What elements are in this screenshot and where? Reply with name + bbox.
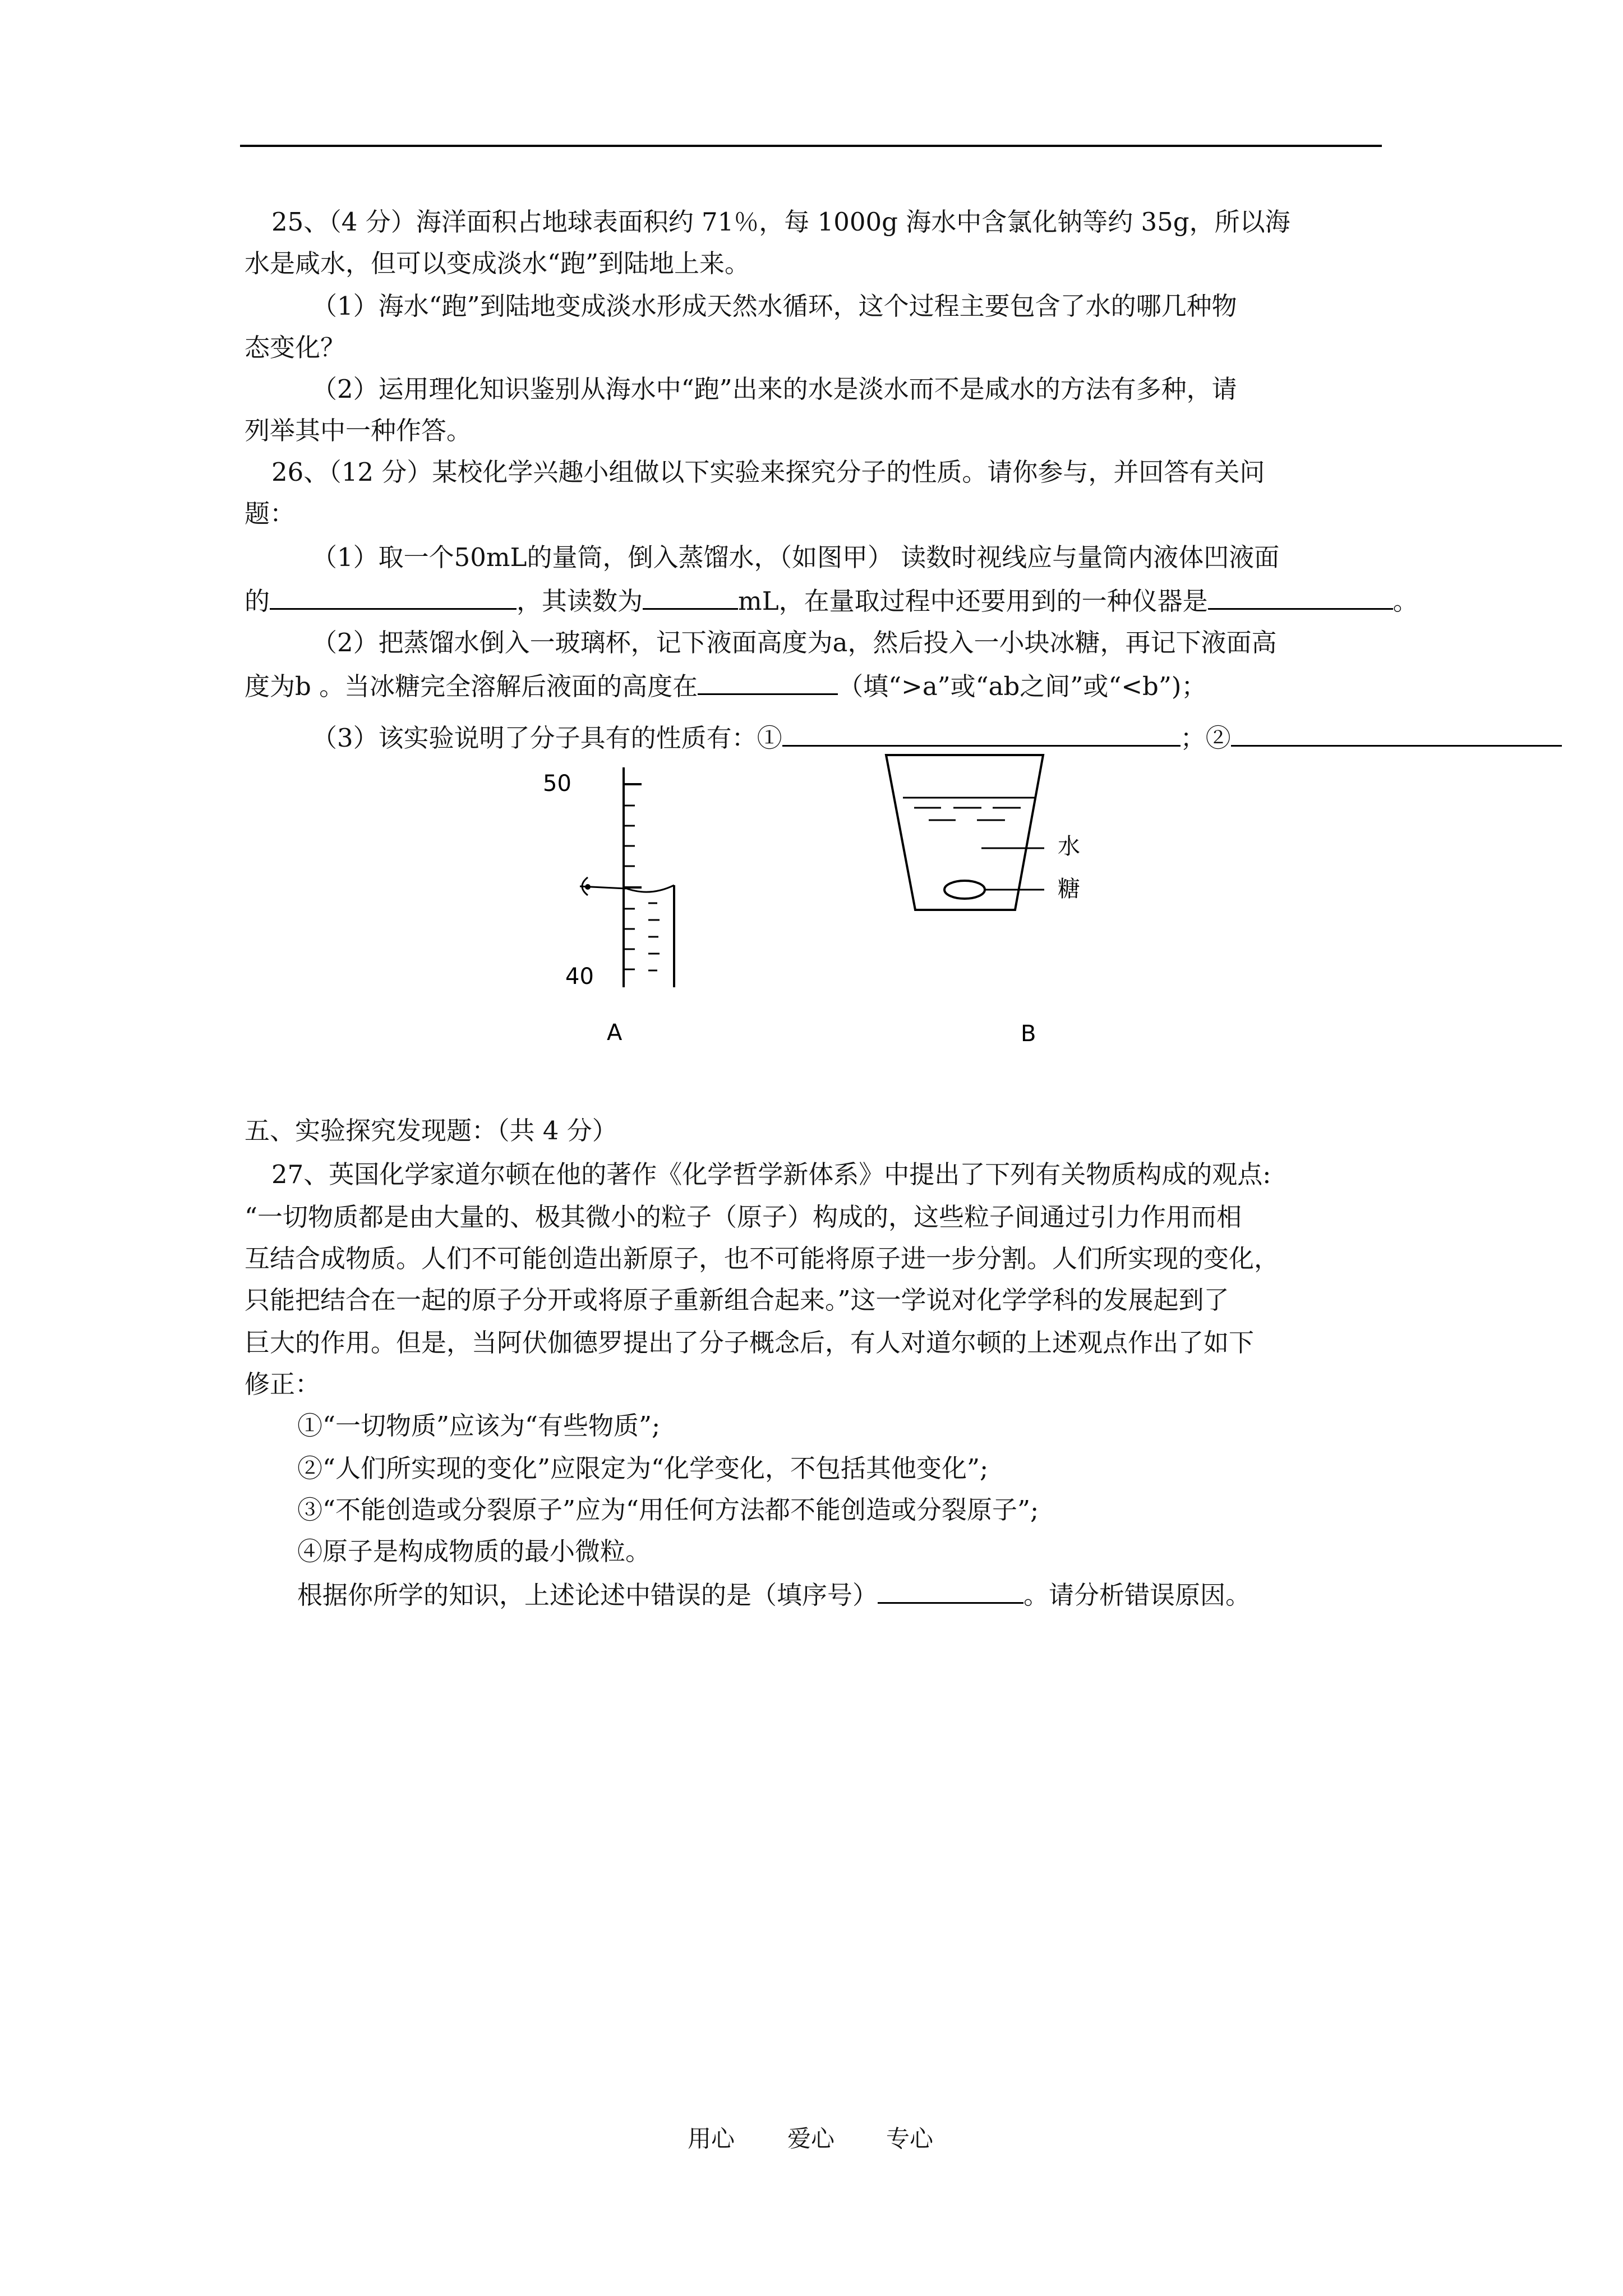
figure-b-cup — [875, 749, 1110, 1052]
q27-item-1: ①“一切物质”应该为“有些物质”; — [297, 1411, 661, 1441]
q27-last-text-1: 根据你所学的知识，上述论述中错误的是（填序号） — [297, 1580, 878, 1610]
cylinder-top-label: 50 — [543, 771, 571, 797]
q26-part2-line-2 — [245, 669, 1206, 703]
blank-reading[interactable] — [643, 583, 738, 610]
q27-last-text-2: 。请分析错误原因。 — [1023, 1580, 1251, 1610]
blank-wrong-items[interactable] — [878, 1577, 1023, 1604]
q27-line-1: 27、英国化学家道尔顿在他的著作《化学哲学新体系》中提出了下列有关物质构成的观点: — [271, 1159, 1271, 1189]
q27-item-2: ②“人们所实现的变化”应限定为“化学变化，不包括其他变化”; — [297, 1453, 989, 1483]
water-label: 水 — [1058, 834, 1080, 859]
q27-line-6: 修正： — [245, 1369, 321, 1399]
q27-line-2: “一切物质都是由大量的、极其微小的粒子（原子）构成的，这些粒子间通过引力作用而相 — [245, 1202, 1242, 1232]
blank-meniscus[interactable] — [270, 583, 517, 610]
sugar-label: 糖 — [1058, 876, 1080, 902]
figure-b-caption: B — [1021, 1021, 1036, 1047]
q27-last-line — [297, 1577, 1251, 1612]
q27-item-3: ③“不能创造或分裂原子”应为“用任何方法都不能创造或分裂原子”; — [297, 1495, 1039, 1525]
q26-part2-text-1: 度为b 。当冰糖完全溶解后液面的高度在 — [245, 671, 698, 701]
header-rule — [240, 145, 1382, 147]
q26-part1-text-4: 。 — [1393, 586, 1418, 616]
q26-part1-text-1: 的 — [245, 586, 270, 616]
q25-part1-line-2: 态变化？ — [245, 333, 346, 362]
q25-part2-line-1: （2）运用理化知识鉴别从海水中“跑”出来的水是淡水而不是咸水的方法有多种，请 — [312, 374, 1237, 404]
q27-line-4: 只能把结合在一起的原子分开或将原子重新组合起来。”这一学说对化学学科的发展起到了 — [245, 1285, 1229, 1315]
footer-text-3: 专心 — [886, 2125, 934, 2152]
q26-part3-text-1: （3）该实验说明了分子具有的性质有：① — [312, 723, 782, 753]
blank-height[interactable] — [698, 669, 838, 695]
q26-part1-text-2: ，其读数为 — [517, 586, 643, 616]
figure-a-cylinder — [527, 757, 695, 1049]
q27-item-4: ④原子是构成物质的最小微粒。 — [297, 1536, 651, 1566]
blank-property-2[interactable] — [1231, 720, 1562, 747]
figure-a-caption: A — [607, 1020, 623, 1046]
q26-part3-text-2: ；② — [1180, 723, 1231, 753]
q25-part1-line-1: （1）海水“跑”到陆地变成淡水形成天然水循环，这个过程主要包含了水的哪几种物 — [312, 291, 1237, 321]
q26-part1-text-3: mL，在量取过程中还要用到的一种仪器是 — [738, 586, 1208, 616]
q26-part1-line-1: （1）取一个50mL的量筒，倒入蒸馏水，（如图甲） 读数时视线应与量筒内液体凹液面 — [312, 542, 1280, 572]
q27-line-3: 互结合成物质。人们不可能创造出新原子，也不可能将原子进一步分割。人们所实现的变化， — [245, 1244, 1280, 1273]
q26-part2-text-2: （填“>a”或“ab之间”或“<b”)； — [838, 671, 1207, 701]
q26-part2-line-1: （2）把蒸馏水倒入一玻璃杯，记下液面高度为a，然后投入一小块冰糖，再记下液面高 — [312, 628, 1277, 657]
blank-property-1[interactable] — [782, 720, 1181, 747]
footer-text-2: 爱心 — [787, 2125, 835, 2152]
q26-line-1: 26、（12 分）某校化学兴趣小组做以下实验来探究分子的性质。请你参与，并回答有关问 — [271, 457, 1265, 487]
q25-part2-line-2: 列举其中一种作答。 — [245, 416, 472, 445]
footer-text-1: 用心 — [688, 2125, 735, 2152]
q25-line-2: 水是咸水，但可以变成淡水“跑”到陆地上来。 — [245, 249, 750, 278]
q26-part1-line-2 — [245, 583, 1418, 618]
q27-line-5: 巨大的作用。但是，当阿伏伽德罗提出了分子概念后，有人对道尔顿的上述观点作出了如下 — [245, 1328, 1255, 1358]
q25-line-1: 25、（4 分）海洋面积占地球表面积约 71％，每 1000g 海水中含氯化钠等约 35g，所以海 — [271, 207, 1290, 237]
q26-line-2: 题： — [245, 499, 296, 528]
blank-instrument[interactable] — [1208, 583, 1393, 610]
section-5-heading: 五、实验探究发现题：（共 4 分） — [245, 1116, 617, 1145]
cylinder-bottom-label: 40 — [565, 964, 594, 990]
